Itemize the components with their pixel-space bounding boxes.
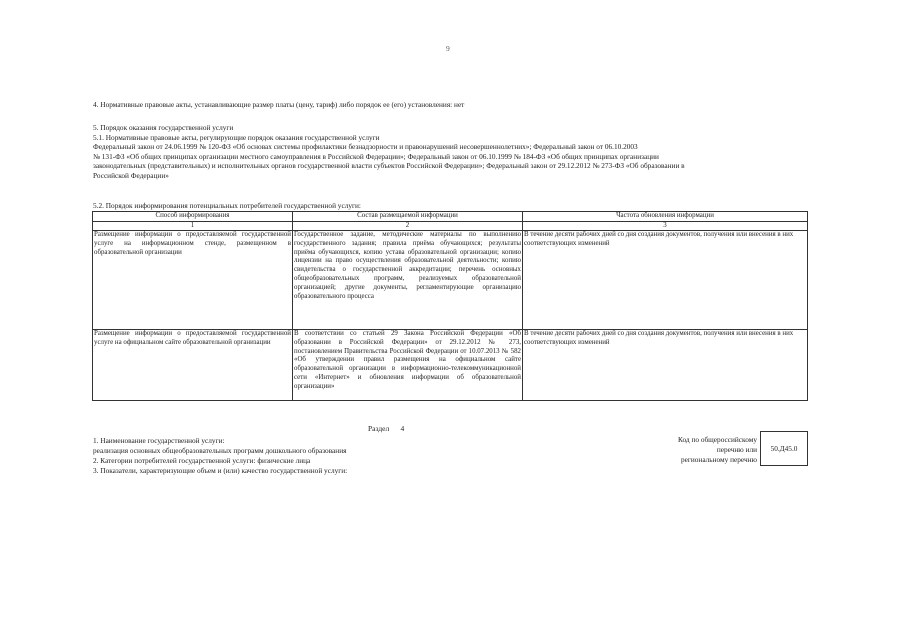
code-label-line: региональному перечню <box>681 454 757 464</box>
law-line: Федеральный закон от 24.06.1999 № 120-ФЗ «Об основах системы профилактики безнадзорности и правонарушений несовершеннолетних»; Федеральный закон от 06.10.2003 <box>93 142 638 151</box>
info-content-cell: Государственное задание, методические материалы по выполнению государственного задания; правила приёма обучающихся; результаты приёма обучающихся, копию устава образовательной организации; копию лицензии на право осуществления образовательной деятельности; копию свидетельства о государственной аккредитации; перечень основных общеобразовательных программ, реализуемых образовательной организацией; другие документы, регламентирующие организацию образовательного процесса <box>293 231 523 330</box>
item4-payment-acts: 4. Нормативные правовые акты, устанавливающие размер платы (цену, тариф) либо порядок ее (его) установления: нет <box>93 100 465 109</box>
info-method-cell: Размещение информации о предоставляемой государственной услуге на информационном стенде, размещенном в образовательной организации <box>93 231 293 330</box>
page-number: 9 <box>446 44 450 53</box>
service-name: реализация основных общеобразовательных программ дошкольного образования <box>93 446 347 455</box>
registry-code-label <box>640 435 757 464</box>
column-header: Состав размещаемой информации <box>293 212 523 222</box>
law-line: Российской Федерации» <box>93 170 169 180</box>
info-method-cell: Размещение информации о предоставляемой государственной услуге на официальном сайте образовательной организации <box>93 330 293 401</box>
column-number: 1 <box>93 221 293 231</box>
info-table <box>92 211 808 401</box>
table-header-row <box>93 212 808 222</box>
table-row <box>93 330 808 401</box>
service-item2: 2. Категории потребителей государственной услуги: физические лица <box>93 456 311 465</box>
registry-code-value: 50.Д45.0 <box>760 431 808 466</box>
section-heading <box>368 424 404 433</box>
section5-sub2: 5.2. Порядок информирования потенциальных потребителей государственной услуги: <box>93 201 361 210</box>
code-label-line: перечню или <box>716 444 757 454</box>
section5-sub1: 5.1. Нормативные правовые акты, регулирующие порядок оказания государственной услуги <box>93 132 380 142</box>
section-label: Раздел <box>368 424 390 433</box>
table-row <box>93 231 808 330</box>
law-line: № 131-ФЗ «Об общих принципах организации местного самоуправления в Российской Федерации»; Федеральный закон от 06.10.1999 № 184-ФЗ «Об общих принципах организации <box>93 151 659 161</box>
info-frequency-cell: В течение десяти рабочих дней со дня создания документов, получения или внесения в них соответствующих изменений <box>523 330 808 401</box>
info-frequency-cell: В течение десяти рабочих дней со дня создания документов, получения или внесения в них соответствующих изменений <box>523 231 808 330</box>
info-content-cell: В соответствии со статьей 29 Закона Российской Федерации «Об образовании в Российской Федерации» от 29.12.2012 № 273, постановлением Правительства Российской Федерации от 10.07.2013 № 582 «Об утверждении правил размещения на официальном сайте образовательной организации в информационно-телекоммуникационной сети «Интернет» и обновления информации об образовательной организации» <box>293 330 523 401</box>
column-header: Способ информирования <box>93 212 293 222</box>
column-number: 2 <box>293 221 523 231</box>
section5-heading: 5. Порядок оказания государственной услуги <box>93 123 234 132</box>
section-number: 4 <box>400 424 405 433</box>
service-item3: 3. Показатели, характеризующие объем и (или) качество государственной услуги: <box>93 466 348 475</box>
service-item1: 1. Наименование государственной услуги: <box>93 436 225 445</box>
law-line: законодательных (представительных) и исполнительных органов государственной власти субъектов Российской Федерации»; Федеральный закон от 29.12.2012 № 273-ФЗ «Об образовании в <box>93 161 685 170</box>
column-number: 3 <box>523 221 808 231</box>
table-number-row <box>93 221 808 231</box>
code-label-line: Код по общероссийскому <box>677 435 757 444</box>
section5-block <box>93 123 685 180</box>
column-header: Частота обновления информации <box>523 212 808 222</box>
